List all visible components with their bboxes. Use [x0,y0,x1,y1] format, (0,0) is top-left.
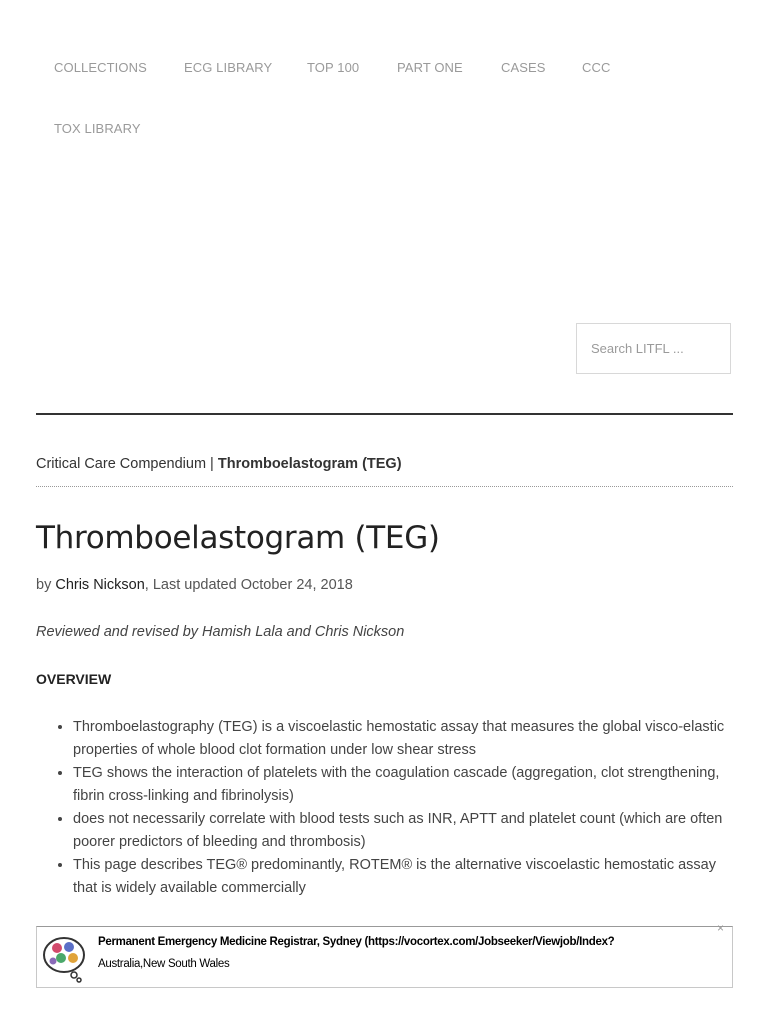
nav-tox-library[interactable]: TOX LIBRARY [54,121,141,136]
breadcrumb-parent-link[interactable]: Critical Care Compendium [36,456,207,472]
list-item: • This page describes TEG® predominantly, ROTEM® is the alternative viscoelastic hemostatic assay that is widely available commercially [73,854,736,900]
byline [36,577,353,593]
head-logo-icon [41,933,89,983]
byline-prefix: by [36,577,56,593]
section-heading-overview: OVERVIEW [36,671,112,687]
search-input[interactable] [576,323,731,374]
page-title: Thromboelastogram (TEG) [36,520,440,556]
nav-top-100[interactable]: TOP 100 [307,60,360,75]
breadcrumb-divider [36,486,733,487]
ad-title[interactable]: Permanent Emergency Medicine Registrar, Sydney (https://vocortex.com/Jobseeker/Viewjob/Index? [98,936,615,948]
breadcrumb-separator: | [206,456,218,472]
nav-ccc[interactable]: CCC [582,60,611,75]
author-link[interactable]: Chris Nickson [55,577,145,593]
list-item: • Thromboelastography (TEG) is a viscoelastic hemostatic assay that measures the global visco-elastic properties of whole blood clot formation under low shear stress [73,716,736,762]
ad-close-icon[interactable]: × [716,921,724,935]
overview-list [36,716,736,900]
breadcrumb-current: Thromboelastogram (TEG) [217,456,402,472]
job-ad-banner[interactable] [36,921,733,988]
header-divider [36,413,733,415]
nav-part-one[interactable]: PART ONE [397,60,463,75]
reviewed-note: Reviewed and revised by Hamish Lala and Chris Nickson [36,624,405,640]
nav-collections[interactable]: COLLECTIONS [54,60,147,75]
last-updated: , Last updated October 24, 2018 [144,577,353,593]
ad-location: Australia,New South Wales [98,958,230,970]
list-item: • does not necessarily correlate with blood tests such as INR, APTT and platelet count (which are often poorer predictors of bleeding and thrombosis) [73,808,736,854]
breadcrumb [36,456,402,472]
nav-ecg-library[interactable]: ECG LIBRARY [184,60,273,75]
nav-cases[interactable]: CASES [501,60,546,75]
list-item: • TEG shows the interaction of platelets with the coagulation cascade (aggregation, clot strengthening, fibrin cross-linking and fibrinolysis) [73,762,736,808]
